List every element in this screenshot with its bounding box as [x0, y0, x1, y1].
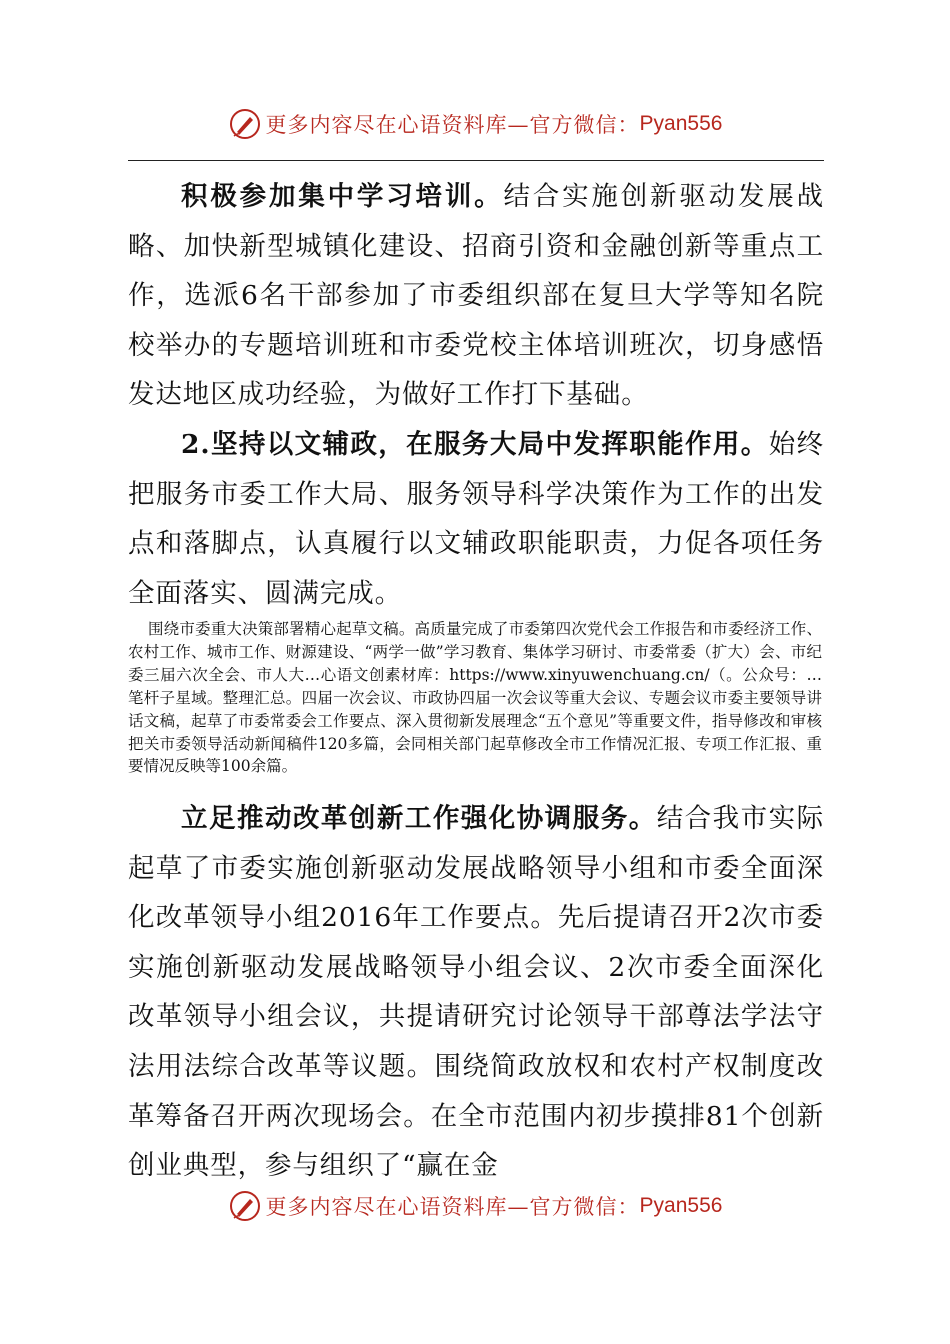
paragraph-heading: 2.坚持以文辅政，在服务大局中发挥职能作用。	[181, 429, 769, 460]
banner-wechat-id: Pyan556	[639, 112, 723, 135]
pen-logo-icon	[228, 107, 262, 141]
paragraph-body: 结合实施创新驱动发展战略、加快新型城镇化建设、招商引资和金融创新等重点工作，选派6名干部参加了市委组织部在复旦大学等知名院校举办的专题培训班和市委党校主体培训班次，切身感悟发达地区成功经验，为做好工作打下基础。	[128, 181, 824, 411]
paragraph-body: 始终把服务市委工作大局、服务领导科学决策作为工作的出发点和落脚点，认真履行以文辅政职能职责，力促各项任务全面落实、圆满完成。	[128, 429, 824, 609]
paragraph-study-training	[128, 172, 824, 420]
paragraph-drafting-documents	[128, 618, 822, 778]
banner-text: 更多内容尽在心语资料库—官方微信：	[265, 113, 640, 137]
paragraph-body: 结合我市实际起草了市委实施创新驱动发展战略领导小组和市委全面深化改革领导小组2016年工作要点。先后提请召开2次市委实施创新驱动发展战略领导小组会议、2次市委全面深化改革领导小组会议，共提请研究讨论领导干部尊法学法守法用法综合改革等议题。围绕简政放权和农村产权制度改革筹备召开两次现场会。在全市范围内初步摸排81个创新创业典型，参与组织了“赢在金	[128, 803, 824, 1182]
paragraph-reform-innovation	[128, 794, 824, 1191]
pen-logo-icon	[228, 1189, 262, 1223]
header-divider	[128, 160, 824, 161]
paragraph-heading: 积极参加集中学习培训。	[181, 181, 504, 212]
paragraph-heading: 立足推动改革创新工作强化协调服务。	[181, 803, 657, 834]
paragraph-body: 围绕市委重大决策部署精心起草文稿。高质量完成了市委第四次党代会工作报告和市委经济工作、农村工作、城市工作、财源建设、“两学一做”学习教育、集体学习研讨、市委常委（扩大）会、市纪委三届六次全会、市人大…心语文创素材库：https://www.xinyuwenchuang.cn/（。公众号：…笔杆子星域。整理汇总。四届一次会议、市政协四届一次会议等重大会议、专题会议市委主要领导讲话文稿，起草了市委常委会工作要点、深入贯彻新发展理念“五个意见”等重要文件，指导修改和审核把关市委领导活动新闻稿件120多篇，会同相关部门起草修改全市工作情况汇报、专项工作汇报、重要情况反映等100余篇。	[128, 620, 822, 776]
banner-text: 更多内容尽在心语资料库—官方微信：	[265, 1195, 640, 1219]
footer-banner	[0, 1186, 950, 1226]
header-banner	[0, 104, 950, 144]
banner-wechat-id: Pyan556	[639, 1194, 723, 1217]
paragraph-assist-governance	[128, 420, 824, 618]
